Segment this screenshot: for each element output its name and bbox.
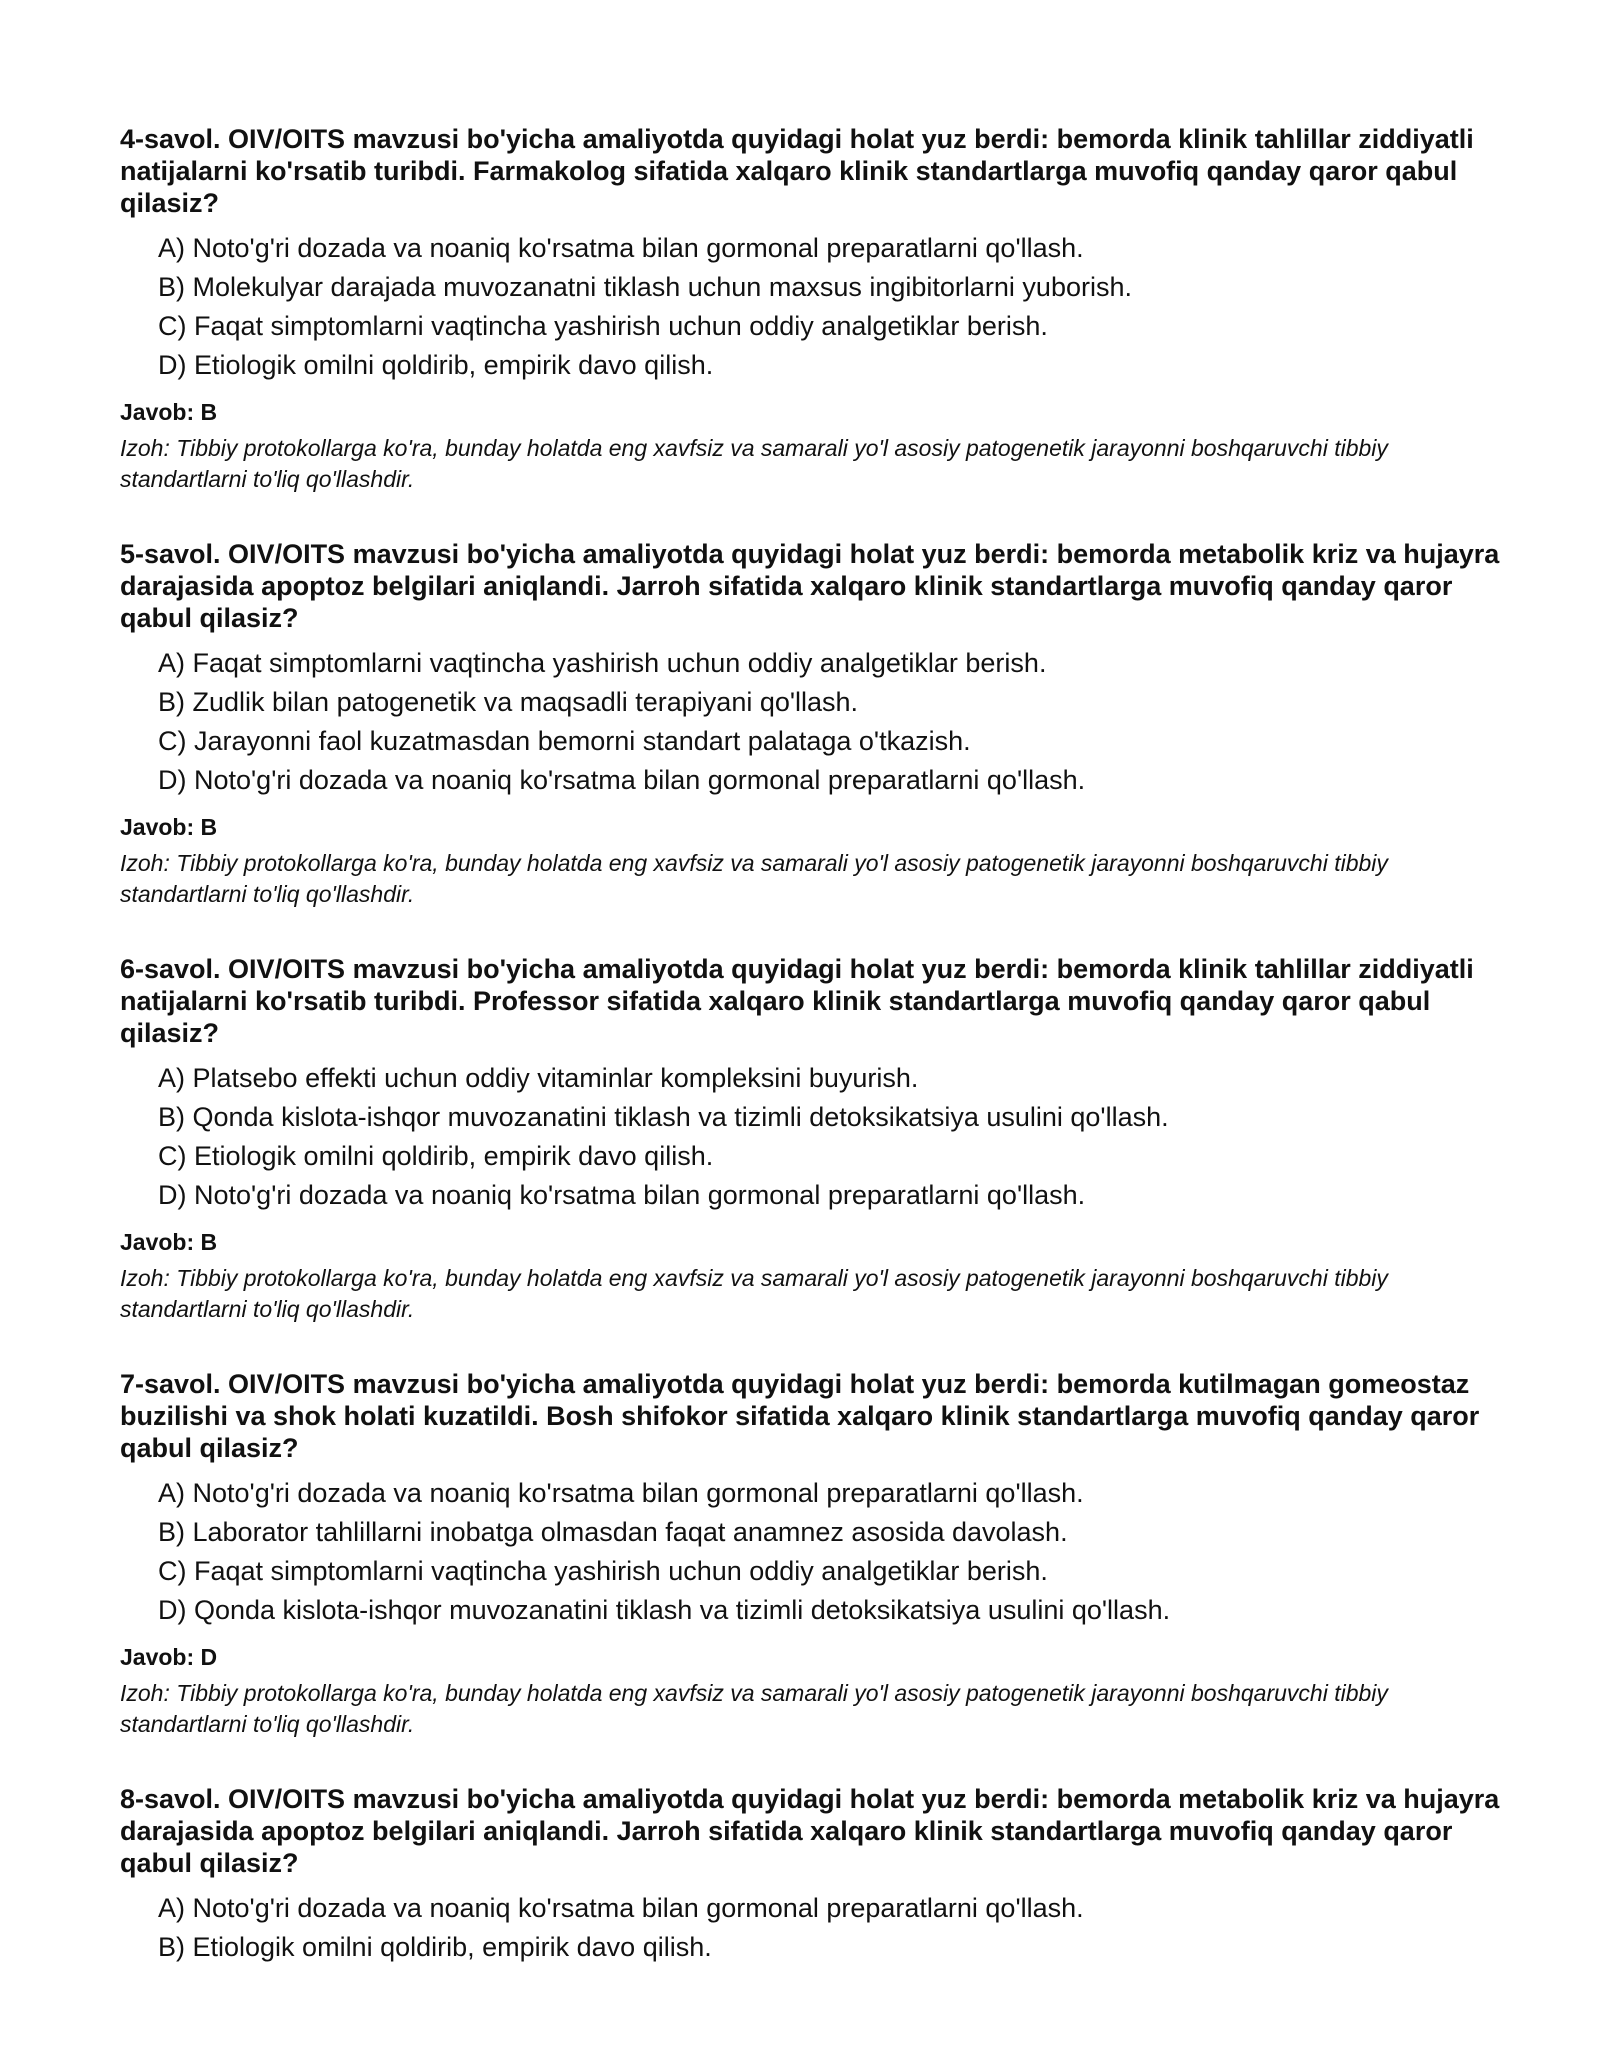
option-b: B) Etiologik omilni qoldirib, empirik davo qilish. xyxy=(158,1932,712,1962)
option-d: D) Noto'g'ri dozada va noaniq ko'rsatma bilan gormonal preparatlarni qo'llash. xyxy=(158,1180,1086,1210)
option-a: A) Noto'g'ri dozada va noaniq ko'rsatma bilan gormonal preparatlarni qo'llash. xyxy=(158,1893,1084,1923)
answer-label: Javob: D xyxy=(120,1644,218,1670)
question-title: 5-savol. OIV/OITS mavzusi bo'yicha amaliyotda quyidagi holat yuz berdi: bemorda metabolik kriz va hujayra darajasida apoptoz belgilari aniqlandi. Jarroh sifatida xalqaro klinik standartlarga muvofiq qanday qaror qabul qilasiz? xyxy=(120,539,1500,633)
question-title: 7-savol. OIV/OITS mavzusi bo'yicha amaliyotda quyidagi holat yuz berdi: bemorda kutilmagan gomeostaz buzilishi va shok holati kuzatildi. Bosh shifokor sifatida xalqaro klinik standartlarga muvofiq qanday qaror qabul qilasiz? xyxy=(120,1369,1480,1463)
option-a: A) Faqat simptomlarni vaqtincha yashirish uchun oddiy analgetiklar berish. xyxy=(158,648,1047,678)
option-c: C) Etiologik omilni qoldirib, empirik davo qilish. xyxy=(158,1141,714,1171)
option-b: B) Laborator tahlillarni inobatga olmasdan faqat anamnez asosida davolash. xyxy=(158,1517,1068,1547)
question-block xyxy=(120,538,1500,910)
answer-label: Javob: B xyxy=(120,1229,218,1255)
explanation-note: Izoh: Tibbiy protokollarga ko'ra, bunday holatda eng xavfsiz va samarali yo'l asosiy patogenetik jarayonni boshqaruvchi tibbiy standartlarni to'liq qo'llashdir. xyxy=(120,850,1388,907)
option-b: B) Qonda kislota-ishqor muvozanatini tiklash va tizimli detoksikatsiya usulini qo'llash. xyxy=(158,1102,1169,1132)
option-a: A) Noto'g'ri dozada va noaniq ko'rsatma bilan gormonal preparatlarni qo'llash. xyxy=(158,233,1084,263)
option-d: D) Noto'g'ri dozada va noaniq ko'rsatma bilan gormonal preparatlarni qo'llash. xyxy=(158,765,1086,795)
question-title: 4-savol. OIV/OITS mavzusi bo'yicha amaliyotda quyidagi holat yuz berdi: bemorda klinik tahlillar ziddiyatli natijalarni ko'rsatib turibdi. Farmakolog sifatida xalqaro klinik standartlarga muvofiq qanday qaror qabul qilasiz? xyxy=(120,124,1474,218)
option-c: C) Faqat simptomlarni vaqtincha yashirish uchun oddiy analgetiklar berish. xyxy=(158,311,1048,341)
question-block xyxy=(120,1368,1500,1740)
options-list xyxy=(120,1474,1500,1630)
option-c: C) Jarayonni faol kuzatmasdan bemorni standart palataga o'tkazish. xyxy=(158,726,971,756)
question-title: 8-savol. OIV/OITS mavzusi bo'yicha amaliyotda quyidagi holat yuz berdi: bemorda metabolik kriz va hujayra darajasida apoptoz belgilari aniqlandi. Jarroh sifatida xalqaro klinik standartlarga muvofiq qanday qaror qabul qilasiz? xyxy=(120,1784,1500,1878)
explanation-note: Izoh: Tibbiy protokollarga ko'ra, bunday holatda eng xavfsiz va samarali yo'l asosiy patogenetik jarayonni boshqaruvchi tibbiy standartlarni to'liq qo'llashdir. xyxy=(120,1265,1388,1322)
explanation-note: Izoh: Tibbiy protokollarga ko'ra, bunday holatda eng xavfsiz va samarali yo'l asosiy patogenetik jarayonni boshqaruvchi tibbiy standartlarni to'liq qo'llashdir. xyxy=(120,435,1388,492)
explanation-note: Izoh: Tibbiy protokollarga ko'ra, bunday holatda eng xavfsiz va samarali yo'l asosiy patogenetik jarayonni boshqaruvchi tibbiy standartlarni to'liq qo'llashdir. xyxy=(120,1680,1388,1737)
document-page xyxy=(120,123,1500,2010)
option-d: D) Qonda kislota-ishqor muvozanatini tiklash va tizimli detoksikatsiya usulini qo'llash. xyxy=(158,1595,1171,1625)
answer-label: Javob: B xyxy=(120,814,218,840)
option-d: D) Etiologik omilni qoldirib, empirik davo qilish. xyxy=(158,350,714,380)
question-block xyxy=(120,1783,1500,1967)
option-c: C) Faqat simptomlarni vaqtincha yashirish uchun oddiy analgetiklar berish. xyxy=(158,1556,1048,1586)
question-block xyxy=(120,953,1500,1325)
options-list xyxy=(120,229,1500,385)
options-list xyxy=(120,1059,1500,1215)
option-a: A) Noto'g'ri dozada va noaniq ko'rsatma bilan gormonal preparatlarni qo'llash. xyxy=(158,1478,1084,1508)
question-title: 6-savol. OIV/OITS mavzusi bo'yicha amaliyotda quyidagi holat yuz berdi: bemorda klinik tahlillar ziddiyatli natijalarni ko'rsatib turibdi. Professor sifatida xalqaro klinik standartlarga muvofiq qanday qaror qabul qilasiz? xyxy=(120,954,1474,1048)
answer-label: Javob: B xyxy=(120,399,218,425)
option-a: A) Platsebo effekti uchun oddiy vitaminlar kompleksini buyurish. xyxy=(158,1063,919,1093)
options-list xyxy=(120,1889,1500,1967)
question-block xyxy=(120,123,1500,495)
option-b: B) Zudlik bilan patogenetik va maqsadli terapiyani qo'llash. xyxy=(158,687,859,717)
option-b: B) Molekulyar darajada muvozanatni tiklash uchun maxsus ingibitorlarni yuborish. xyxy=(158,272,1132,302)
options-list xyxy=(120,644,1500,800)
